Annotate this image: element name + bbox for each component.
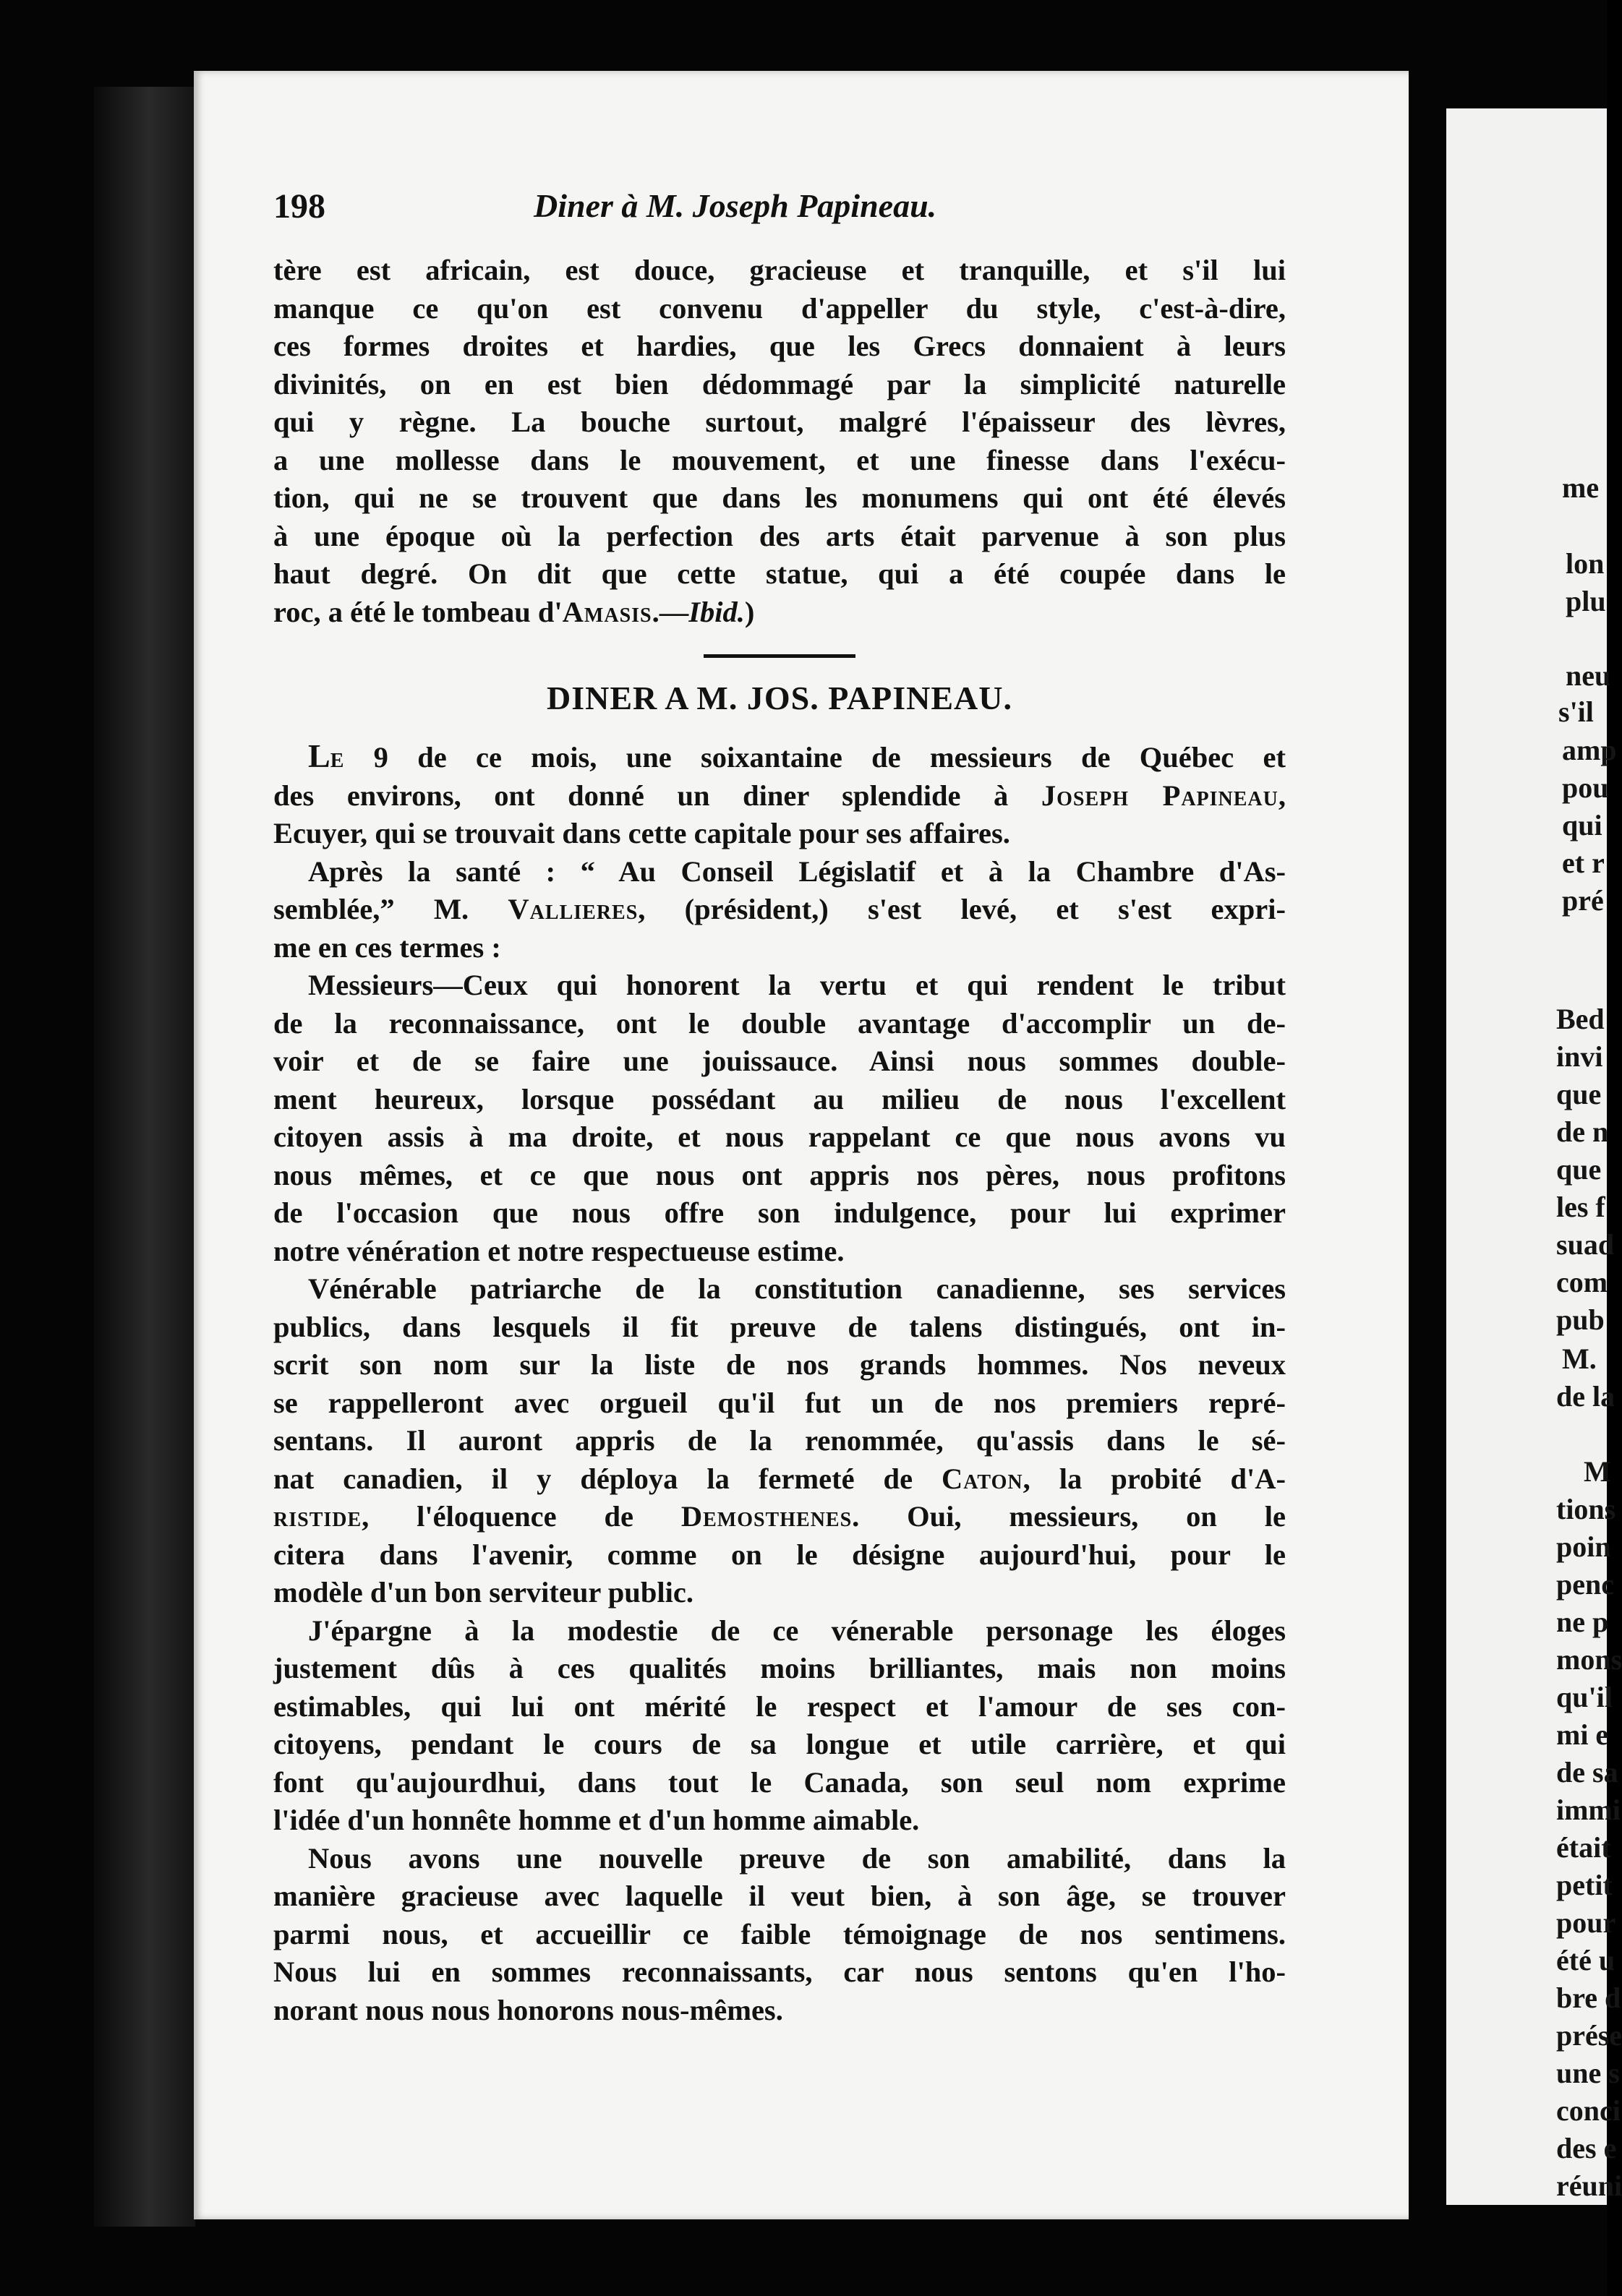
text-line: tion, qui ne se trouvent que dans les monumens qui ont été élevés [273, 481, 1286, 514]
text-run: , [1278, 779, 1286, 812]
page-body [273, 252, 1286, 2029]
person-name: Caton [942, 1462, 1023, 1495]
text-run: des environs, ont donné un diner splendide à [273, 779, 1041, 812]
facing-fragment: conci [1556, 2094, 1621, 2127]
text-line: notre vénération et notre respectueuse estime. [273, 1234, 845, 1267]
facing-fragment: que [1556, 1078, 1602, 1110]
text-run: nat canadien, il y déploya la fermeté de [273, 1462, 942, 1495]
text-line: font qu'aujourdhui, dans tout le Canada, son seul nom exprime [273, 1765, 1286, 1799]
paragraph [273, 967, 1286, 1270]
text-run: . Oui, messieurs, on le [852, 1500, 1286, 1533]
text-line [273, 594, 1286, 632]
initial-letter: L [308, 737, 330, 774]
person-name: Vallieres [508, 893, 639, 925]
text-run: 9 de ce mois, une soixantaine de messieurs de Québec et [344, 741, 1286, 774]
text-line: modèle d'un bon serviteur public. [273, 1576, 693, 1609]
text-line: parmi nous, et accueillir ce faible témoignage de nos sentimens. [273, 1917, 1286, 1950]
facing-fragment: M. [1562, 1342, 1597, 1375]
facing-fragment: pou [1562, 771, 1609, 804]
facing-fragment: et r [1562, 847, 1605, 879]
text-line: de la reconnaissance, ont le double avantage d'accomplir un de- [273, 1006, 1286, 1040]
facing-fragment: invi [1556, 1040, 1603, 1073]
paragraph [273, 853, 1286, 967]
facing-fragment: que [1556, 1153, 1602, 1186]
facing-fragment: qu'il [1556, 1681, 1613, 1713]
text-run: roc, a été le tombeau d' [273, 595, 563, 628]
running-title: Diner à M. Joseph Papineau. [534, 187, 937, 224]
paragraph [273, 737, 1286, 853]
facing-fragment: de la [1556, 1380, 1615, 1413]
text-line: citoyens, pendant le cours de sa longue et utile carrière, et qui [273, 1728, 1286, 1760]
facing-fragment: penc [1556, 1568, 1614, 1601]
facing-fragment: immi [1556, 1794, 1621, 1826]
facing-fragment: pub [1556, 1303, 1605, 1336]
paragraph [273, 1840, 1286, 2030]
facing-fragment: les f [1556, 1191, 1605, 1223]
paragraph [273, 1612, 1286, 1840]
text-run: e [330, 741, 345, 774]
section-divider [704, 654, 855, 658]
facing-fragment: me [1562, 471, 1600, 504]
citation: Ibid. [688, 595, 745, 628]
text-run: ) [744, 595, 755, 628]
text-line: ces formes droites et hardies, que les Grecs donnaient à leurs [273, 330, 1286, 362]
facing-fragment: plu [1566, 585, 1606, 617]
facing-fragment: été u [1556, 1944, 1615, 1976]
person-name: ristide [273, 1500, 362, 1533]
text-line: Messieurs—Ceux qui honorent la vertu et qui rendent le tribut [308, 969, 1286, 1001]
person-name: Demosthenes [680, 1500, 853, 1533]
facing-fragment: amp [1562, 734, 1617, 766]
text-line: citoyen assis à ma droite, et nous rappelant ce que nous avons vu [273, 1121, 1286, 1153]
text-line: publics, dans lesquels il fit preuve de talens distingués, ont in- [273, 1310, 1286, 1343]
text-run: , la probité d'A- [1023, 1462, 1286, 1495]
text-line [273, 777, 1286, 815]
text-line: estimables, qui lui ont mérité le respect et l'amour de ses con- [273, 1689, 1286, 1723]
text-line [273, 1498, 1286, 1536]
facing-fragment: mi e [1556, 1718, 1609, 1751]
facing-fragment: lon [1566, 547, 1605, 580]
facing-fragment: com [1556, 1266, 1608, 1298]
page-header [273, 187, 1286, 237]
text-run: , (président,) s'est levé, et s'est expri- [638, 893, 1286, 925]
text-line: haut degré. On dit que cette statue, qui a été coupée dans le [273, 557, 1286, 590]
text-line: a une mollesse dans le mouvement, et une finesse dans l'exécu- [273, 443, 1286, 476]
facing-fragment: petit [1556, 1869, 1613, 1901]
facing-fragment: neu [1566, 659, 1611, 692]
text-line: sentans. Il auront appris de la renommée, qu'assis dans le sé- [273, 1424, 1286, 1457]
facing-fragment: pré [1562, 884, 1604, 917]
facing-fragment: qui [1562, 809, 1602, 841]
person-name: Amasis [562, 595, 652, 628]
text-line: Nous lui en sommes reconnaissants, car nous sentons qu'en l'ho- [273, 1956, 1286, 1988]
text-line: ment heureux, lorsque possédant au milieu de nous l'excellent [273, 1082, 1286, 1115]
facing-fragment: pour [1556, 1906, 1616, 1939]
facing-fragment: des e [1556, 2132, 1617, 2164]
facing-page [1446, 108, 1622, 2205]
text-line: divinités, on en est bien dédommagé par la simplicité naturelle [273, 367, 1286, 400]
person-name: Joseph Papineau [1041, 779, 1279, 812]
facing-fragment: de n [1556, 1115, 1609, 1148]
facing-fragment: suad [1556, 1228, 1615, 1261]
book-spine [94, 87, 195, 2227]
text-run: , l'éloquence de [362, 1500, 681, 1533]
text-line: scrit son nom sur la liste de nos grands hommes. Nos neveux [273, 1348, 1286, 1381]
text-line: me en ces termes : [273, 930, 501, 964]
facing-fragment: mons [1556, 1643, 1622, 1676]
text-line: de l'occasion que nous offre son indulgence, pour lui exprimer [273, 1196, 1286, 1229]
facing-fragment: poin [1556, 1530, 1611, 1563]
text-line: l'idée d'un honnête homme et d'un homme aimable. [273, 1804, 920, 1836]
facing-fragment: était [1556, 1831, 1611, 1864]
facing-fragment: s'il [1558, 695, 1594, 728]
text-line: Après la santé : “ Au Conseil Législatif et à la Chambre d'As- [308, 854, 1286, 888]
text-line: manque ce qu'on est convenu d'appeller du style, c'est-à-dire, [273, 291, 1286, 325]
page-number: 198 [273, 187, 325, 226]
facing-fragment: bre d [1556, 1982, 1621, 2014]
text-line [273, 1460, 1286, 1499]
text-line: voir et de se faire une jouissauce. Ainsi nous sommes double- [273, 1045, 1286, 1077]
text-line: citera dans l'avenir, comme on le désigne aujourd'hui, pour le [273, 1538, 1286, 1571]
text-line: justement dûs à ces qualités moins brilliantes, mais non moins [273, 1652, 1286, 1684]
text-line: J'épargne à la modestie de ce vénerable personage les éloges [308, 1614, 1286, 1647]
facing-fragment: réuni [1556, 2169, 1622, 2202]
text-line: à une époque où la perfection des arts était parvenue à son plus [273, 519, 1286, 552]
text-line: Vénérable patriarche de la constitution canadienne, ses services [308, 1272, 1286, 1305]
text-line [273, 891, 1286, 929]
paragraph [273, 1270, 1286, 1612]
facing-fragment: Bed [1556, 1003, 1605, 1035]
text-line: nous mêmes, et ce que nous ont appris nos pères, nous profitons [273, 1158, 1286, 1191]
text-line: qui y règne. La bouche surtout, malgré l'épaisseur des lèvres, [273, 406, 1286, 438]
text-run: semblée,” M. [273, 893, 508, 925]
facing-fragment: ne p [1556, 1606, 1609, 1638]
facing-fragment: tions [1556, 1493, 1616, 1525]
text-line: manière gracieuse avec laquelle il veut bien, à son âge, se trouver [273, 1880, 1286, 1912]
text-line: norant nous nous honorons nous-mêmes. [273, 1993, 783, 2026]
text-line [273, 737, 1286, 777]
facing-fragment: prése [1556, 2019, 1622, 2052]
section-title: DINER A M. JOS. PAPINEAU. [547, 680, 1012, 716]
text-line: Ecuyer, qui se trouvait dans cette capitale pour ses affaires. [273, 817, 1010, 849]
facing-fragment: de sa [1556, 1756, 1618, 1789]
text-line: Nous avons une nouvelle preuve de son amabilité, dans la [308, 1841, 1286, 1875]
continuation-paragraph [273, 252, 1286, 631]
facing-fragment: une s [1556, 2057, 1620, 2089]
text-run: .— [652, 595, 689, 628]
facing-fragment: M [1584, 1455, 1611, 1488]
text-line: tère est africain, est douce, gracieuse et tranquille, et s'il lui [273, 254, 1286, 286]
text-line: se rappelleront avec orgueil qu'il fut un de nos premiers repré- [273, 1386, 1286, 1419]
